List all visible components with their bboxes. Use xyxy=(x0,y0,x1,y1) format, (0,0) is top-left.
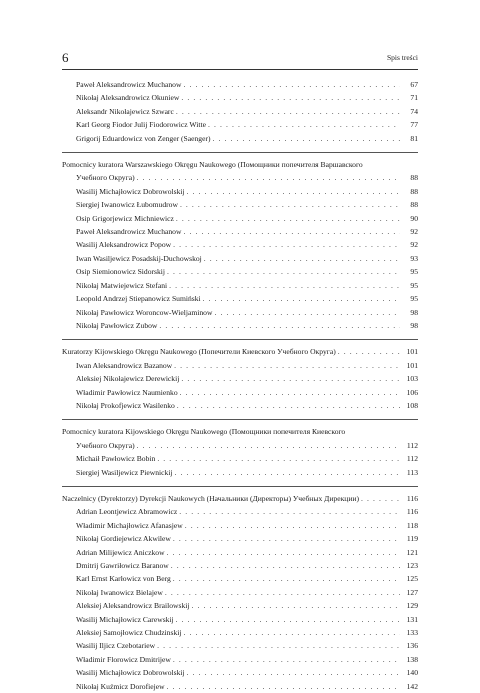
page-ref: 90 xyxy=(410,213,418,223)
entry-name: Siergiej Wasiljewicz Piewnickij xyxy=(76,467,173,477)
section-heading[interactable] xyxy=(62,345,418,358)
section-divider xyxy=(62,339,418,340)
leader-dots xyxy=(167,265,400,278)
page-ref: 116 xyxy=(406,493,418,503)
entry-name: Nikołaj Pawłowicz Woroncow-Wieljaminow xyxy=(76,307,213,317)
leader-dots xyxy=(176,613,400,626)
leader-dots xyxy=(137,439,400,452)
toc-entry[interactable] xyxy=(62,653,418,666)
page-ref: 113 xyxy=(406,467,418,477)
entry-name: Nikołaj Matwiejewicz Stefani xyxy=(76,280,168,290)
entry-name: Wasilij Michajłowicz Dobrowolskij xyxy=(76,668,185,678)
toc-entry[interactable] xyxy=(62,118,418,131)
page-ref: 112 xyxy=(406,440,418,450)
page-ref: 95 xyxy=(410,294,418,304)
entry-name: Władimir Michajłowicz Afanasjew xyxy=(76,520,183,530)
page-ref: 140 xyxy=(406,668,418,678)
section-heading-text: Kuratorzy Kijowskiego Okręgu Naukowego (Попечители Киевского Учебного Округа) xyxy=(62,347,336,357)
leader-dots xyxy=(157,452,400,465)
entry-name: Aleksiej Aleksandrowicz Brailowskij xyxy=(76,601,190,611)
page-ref: 74 xyxy=(410,106,418,116)
toc-entry[interactable] xyxy=(62,532,418,545)
toc-entry[interactable] xyxy=(62,586,418,599)
leader-dots xyxy=(213,132,400,145)
toc-entry[interactable] xyxy=(62,359,418,372)
entry-name: Nikołaj Iwanowicz Bielajew xyxy=(76,587,163,597)
leader-dots xyxy=(176,105,400,118)
toc-section xyxy=(62,419,418,479)
entry-name: Władimir Florowicz Dmitrijew xyxy=(76,654,171,664)
entry-name: Michaił Pawłowicz Bobin xyxy=(76,454,156,464)
page-ref: 133 xyxy=(406,628,418,638)
leader-dots xyxy=(167,680,400,693)
toc-entry[interactable] xyxy=(62,639,418,652)
page-ref: 138 xyxy=(406,654,418,664)
entry-name: Adrian Milijewicz Aniczkow xyxy=(76,547,165,557)
entry-name: Grigorij Eduardowicz von Zenger (Saenger) xyxy=(76,133,211,143)
entry-name: Adrian Leontjewicz Abramowicz xyxy=(76,507,178,517)
page-ref: 71 xyxy=(410,93,418,103)
page-ref: 136 xyxy=(406,641,418,651)
page-ref: 123 xyxy=(406,561,418,570)
toc-entry[interactable] xyxy=(62,386,418,399)
section-heading-line2: Учебного Округа) xyxy=(76,440,135,450)
running-title: Spis treści xyxy=(386,53,418,62)
toc-entry[interactable] xyxy=(62,265,418,278)
toc-entry[interactable] xyxy=(62,306,418,319)
entry-name: Karl Georg Fiodor Julij Fiodorowicz Witte xyxy=(76,120,206,130)
entry-name: Paweł Aleksandrowicz Muchanow xyxy=(76,80,182,89)
section-heading: Pomocnicy kuratora Warszawskiego Okręgu Naukowego (Помощники попечителя Варшавского xyxy=(62,160,363,170)
leader-dots xyxy=(174,359,400,372)
header-rule xyxy=(62,69,418,70)
toc-entry[interactable] xyxy=(62,546,418,559)
leader-dots xyxy=(157,639,400,652)
leader-dots xyxy=(338,345,400,358)
leader-dots xyxy=(171,559,400,572)
entry-name: Wasilij Iljicz Czebotariew xyxy=(76,641,156,651)
toc-entry[interactable] xyxy=(62,78,418,91)
entry-name: Leopold Andrzej Stiepanowicz Sumiński xyxy=(76,294,201,304)
toc-entry[interactable] xyxy=(62,613,418,626)
leader-dots xyxy=(183,626,400,639)
entry-name: Władimir Pawłowicz Naumienko xyxy=(76,387,178,397)
leader-dots xyxy=(173,238,400,251)
leader-dots xyxy=(185,519,400,532)
toc-entry[interactable] xyxy=(62,212,418,225)
entry-name: Osip Grigorjewicz Michniewicz xyxy=(76,213,174,223)
page-ref: 131 xyxy=(406,614,418,624)
entry-name: Aleksiej Samojłowicz Chudzinskij xyxy=(76,628,182,638)
entry-name: Nikołaj Kuźmicz Dorofiejew xyxy=(76,681,165,691)
leader-dots xyxy=(169,279,400,292)
leader-dots xyxy=(159,319,400,332)
page-ref: 106 xyxy=(406,387,418,397)
page-ref: 101 xyxy=(406,347,418,357)
leader-dots xyxy=(177,399,400,412)
entry-name: Wasilij Aleksandrowicz Popow xyxy=(76,240,172,250)
toc-section xyxy=(62,152,418,332)
page-ref: 67 xyxy=(410,80,418,89)
entry-name: Paweł Aleksandrowicz Muchanow xyxy=(76,227,182,237)
toc-entry[interactable] xyxy=(62,626,418,639)
toc-entry[interactable] xyxy=(62,372,418,385)
toc-entry[interactable] xyxy=(62,452,418,465)
entry-name: Aleksiej Nikołajewicz Derewickij xyxy=(76,374,180,384)
page-ref: 112 xyxy=(406,454,418,464)
section-heading-text: Naczelnicy (Dyrektorzy) Dyrekcji Naukowych (Начальники (Директоры) Учебных Дирекции) xyxy=(62,493,359,503)
page-ref: 95 xyxy=(410,280,418,290)
leader-dots xyxy=(187,666,400,679)
entry-name: Nikołaj Aleksandrowicz Okuniew xyxy=(76,93,180,103)
entry-name: Iwan Wasiljewicz Posadskij-Duchowskoj xyxy=(76,253,202,263)
leader-dots xyxy=(175,466,400,479)
leader-dots xyxy=(183,225,400,238)
toc-entry[interactable] xyxy=(62,292,418,305)
leader-dots xyxy=(173,532,400,545)
page-ref: 121 xyxy=(406,547,418,557)
leader-dots xyxy=(180,198,400,211)
toc-entry[interactable] xyxy=(62,599,418,612)
section-heading-line2: Учебного Округа) xyxy=(76,173,135,183)
toc-entry[interactable] xyxy=(62,225,418,238)
toc-entry[interactable] xyxy=(62,666,418,679)
page-ref: 77 xyxy=(410,120,418,130)
page-ref: 92 xyxy=(410,240,418,250)
leader-dots xyxy=(181,372,400,385)
page-ref: 88 xyxy=(410,186,418,196)
section-heading-continuation[interactable] xyxy=(62,171,418,184)
toc-entry[interactable] xyxy=(62,319,418,332)
toc-entry[interactable] xyxy=(62,238,418,251)
page-ref: 125 xyxy=(406,574,418,584)
leader-dots xyxy=(214,306,400,319)
page-ref: 92 xyxy=(410,227,418,237)
entry-name: Karl Ernst Karłowicz von Berg xyxy=(76,574,171,584)
leader-dots xyxy=(203,292,400,305)
leader-dots xyxy=(208,118,400,131)
page-ref: 98 xyxy=(410,320,418,330)
toc-entry[interactable] xyxy=(62,519,418,532)
leader-dots xyxy=(165,586,400,599)
entry-name: Nikołaj Prokofjewicz Wasilenko xyxy=(76,400,175,410)
page-ref: 93 xyxy=(410,253,418,263)
leader-dots xyxy=(176,212,400,225)
toc-entry[interactable] xyxy=(62,252,418,265)
toc-entry[interactable] xyxy=(62,105,418,118)
leader-dots xyxy=(187,185,400,198)
toc-section xyxy=(62,78,418,145)
entry-name: Wasilij Michajłowicz Carewskij xyxy=(76,614,174,624)
page-ref: 101 xyxy=(406,360,418,370)
entry-name: Aleksandr Nikołajewicz Szwarc xyxy=(76,106,174,116)
toc-entry[interactable] xyxy=(62,132,418,145)
leader-dots xyxy=(173,653,400,666)
page-ref: 88 xyxy=(410,200,418,210)
toc-section xyxy=(62,339,418,412)
entry-name: Osip Siemionowicz Sidorskij xyxy=(76,267,166,277)
leader-dots xyxy=(181,91,400,104)
toc-entry[interactable] xyxy=(62,185,418,198)
leader-dots xyxy=(204,252,400,265)
leader-dots xyxy=(191,599,400,612)
page-number: 6 xyxy=(62,50,69,65)
toc-entry[interactable] xyxy=(62,559,418,572)
section-divider xyxy=(62,152,418,153)
toc-entry[interactable] xyxy=(62,505,418,518)
page-ref: 119 xyxy=(406,534,418,544)
leader-dots xyxy=(137,171,400,184)
table-of-contents xyxy=(62,78,418,693)
leader-dots xyxy=(167,546,400,559)
entry-name: Nikołaj Gordiejewicz Akwilew xyxy=(76,534,171,544)
page-ref: 142 xyxy=(406,681,418,691)
toc-entry[interactable] xyxy=(62,279,418,292)
page-ref: 81 xyxy=(410,133,418,143)
leader-dots xyxy=(180,386,400,399)
section-heading-continuation[interactable] xyxy=(62,439,418,452)
toc-entry[interactable] xyxy=(62,91,418,104)
leader-dots xyxy=(173,572,400,585)
page-header xyxy=(62,50,418,66)
toc-entry[interactable] xyxy=(62,572,418,585)
section-heading: Pomocnicy kuratora Kijowskiego Okręgu Naukowego (Помощники попечителя Киевского xyxy=(62,427,346,437)
entry-name: Dmitrij Gawriłowicz Baranow xyxy=(76,561,169,570)
page-ref: 108 xyxy=(406,400,418,410)
page-ref: 95 xyxy=(410,267,418,277)
leader-dots xyxy=(361,492,400,505)
page-ref: 103 xyxy=(406,374,418,384)
toc-section xyxy=(62,486,418,693)
entry-name: Siergiej Iwanowicz Łubomudrow xyxy=(76,200,178,210)
entry-name: Nikołaj Pawłowicz Zubow xyxy=(76,320,158,330)
section-heading[interactable] xyxy=(62,492,418,505)
leader-dots xyxy=(183,78,400,91)
toc-entry[interactable] xyxy=(62,466,418,479)
page-ref: 116 xyxy=(406,507,418,517)
page-ref: 98 xyxy=(410,307,418,317)
page-ref: 129 xyxy=(406,601,418,611)
leader-dots xyxy=(179,505,400,518)
entry-name: Iwan Aleksandrowicz Bazanow xyxy=(76,360,173,370)
page-ref: 127 xyxy=(406,587,418,597)
toc-entry[interactable] xyxy=(62,680,418,693)
section-divider xyxy=(62,486,418,487)
toc-entry[interactable] xyxy=(62,399,418,412)
section-divider xyxy=(62,419,418,420)
entry-name: Wasilij Michajłowicz Dobrowolskij xyxy=(76,186,185,196)
page-ref: 88 xyxy=(410,173,418,183)
page-ref: 118 xyxy=(406,520,418,530)
toc-entry[interactable] xyxy=(62,198,418,211)
